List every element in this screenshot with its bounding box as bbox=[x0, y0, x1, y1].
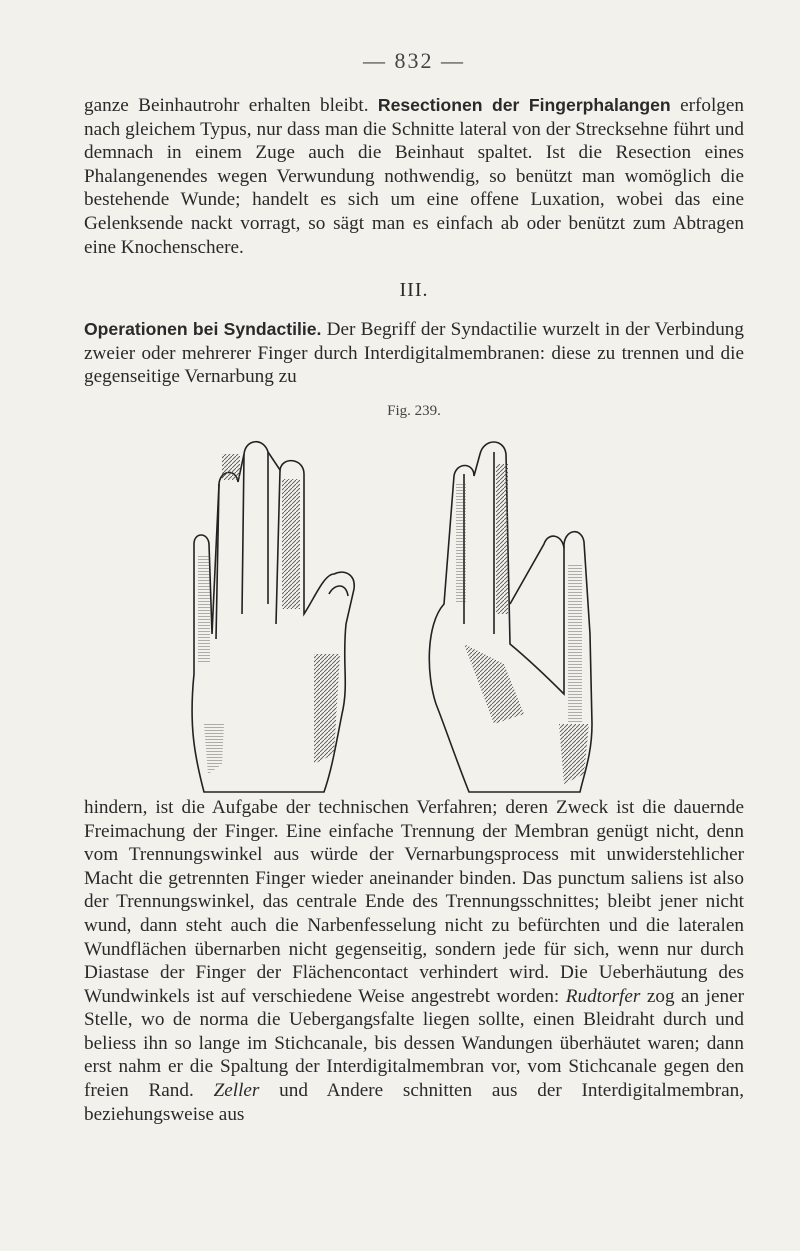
bold-heading-resectionen: Resectionen der Fingerphalangen bbox=[377, 95, 671, 115]
figure-caption: Fig. 239. bbox=[387, 402, 441, 419]
text-run: Der Begriff der Syndactilie wurzelt in der Verbindung zweier oder mehrerer Finger durch Interdigitalmembranen: diese zu trennen und die gegenseitige Vernarbung zu bbox=[84, 319, 744, 388]
paragraph-syndactilie bbox=[84, 318, 744, 389]
author-name: Zeller bbox=[213, 1080, 260, 1102]
right-hand-drawing bbox=[429, 442, 592, 792]
bold-heading-syndactilie: Operationen bei Syndactilie. bbox=[84, 319, 322, 340]
text-run: ganze Beinhautrohr erhalten bleibt. bbox=[84, 95, 378, 116]
page-number: — 832 — bbox=[363, 48, 465, 73]
paragraph-resection bbox=[84, 94, 744, 259]
section-numeral: III. bbox=[399, 279, 429, 302]
text-run: hindern, ist die Aufgabe der technischen Verfahren; deren Zweck ist die dauernde Freimachung der Finger. Eine einfache Trennung der Membran genügt nicht, denn vom Trennungswinkel aus würde der Vernarbungsprocess mit unwiderstehlicher Macht die getrennten Finger wieder aneinander binden. Das punctum saliens ist also der Trennungswinkel, das centrale Ende des Trennungsschnittes; bleibt jener nicht wund, dann steht auch die Narbenfesselung nicht zu befürchten und die lateralen Wundflächen übernarben nicht gegenseitig, sondern jede für sich, wenn nur durch Diastase der Finger der Flächencontact verhindert wird. Die Ueberhäutung des Wundwinkels ist auf verschiedene Weise angestrebt worden: bbox=[84, 796, 744, 1007]
page bbox=[84, 48, 744, 1126]
hand-illustration bbox=[164, 424, 664, 796]
text-run: zog an jener Stelle, wo de norma die Uebergangsfalte liegen sollte, einen Bleidraht durch und beliess ihn so lange im Stichcanale, bis dessen Wandungen überhäutet waren; dann erst nahm er die Spaltung der Interdigitalmembran vor, vom Stichcanale gegen den freien Rand. bbox=[84, 985, 744, 1102]
text-run: und Andere schnitten aus der Interdigitalmembran, beziehungsweise aus bbox=[84, 1080, 744, 1125]
left-hand-drawing bbox=[192, 442, 354, 792]
paragraph-trennung bbox=[84, 796, 744, 1126]
author-name: Rudtorfer bbox=[565, 985, 641, 1007]
text-run: erfolgen nach gleichem Typus, nur dass man die Schnitte lateral von der Strecksehne führt und demnach in einem Zuge auch die Beinhaut spaltet. Ist die Resection eines Phalangenendes wegen Verwundung nothwendig, so benützt man womöglich die bestehende Wunde; handelt es sich um eine offene Luxation, wobei das eine Gelenksende nackt vorragt, so sägt man es einfach ab oder benützt zum Abtragen eine Knochenschere. bbox=[84, 95, 744, 258]
